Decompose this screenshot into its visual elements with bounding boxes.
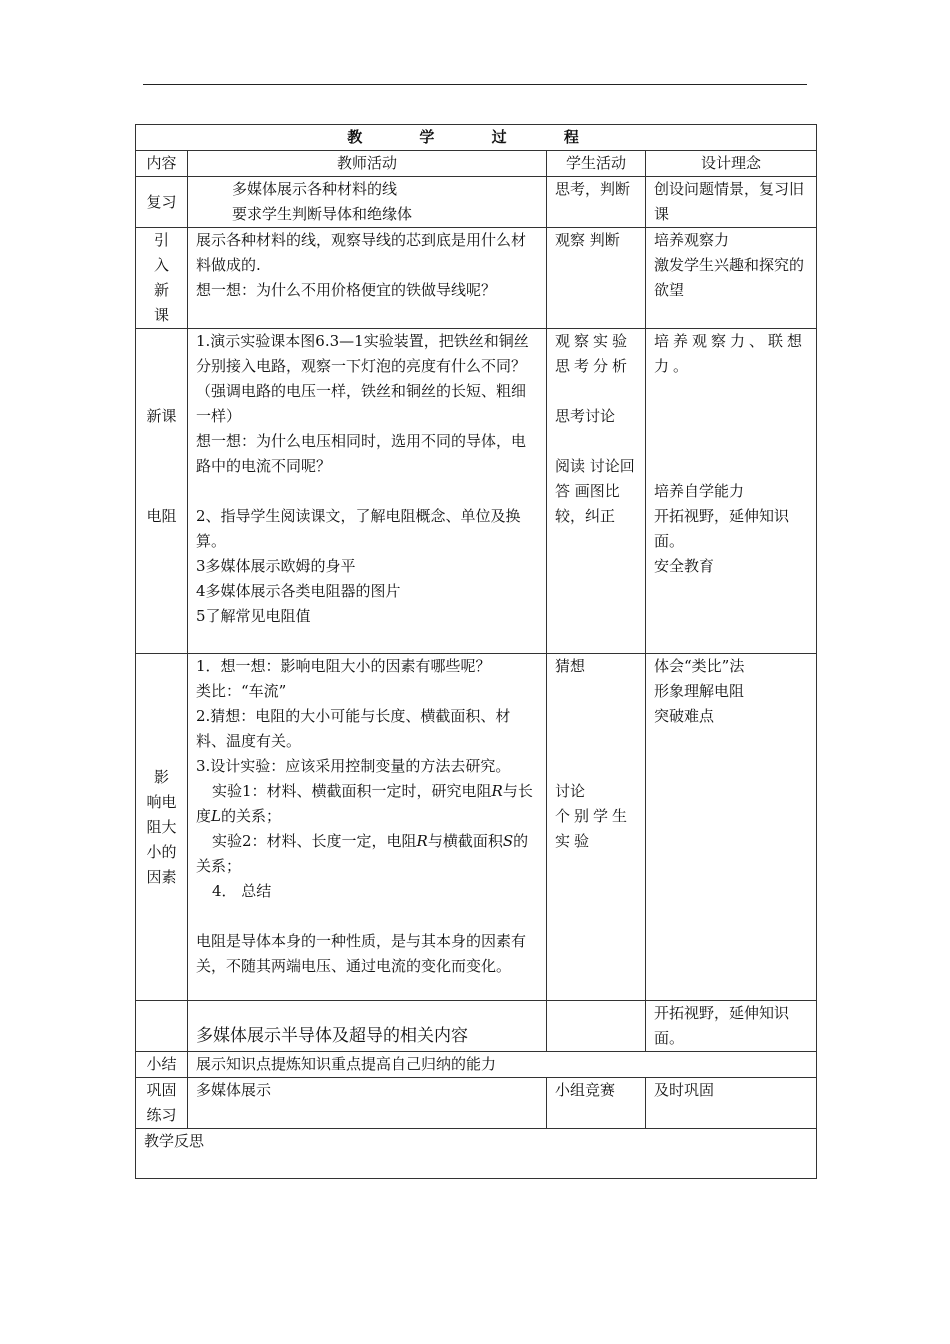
label-part: 影 bbox=[153, 767, 169, 786]
variable-l: L bbox=[211, 807, 221, 825]
row-label-practice bbox=[136, 1078, 188, 1129]
teacher-step: 3多媒体展示欧姆的身平 bbox=[196, 557, 356, 575]
design-concept: 形象理解电阻 bbox=[654, 682, 745, 700]
teacher-step: 3.设计实验：应该采用控制变量的方法去研究。 bbox=[196, 757, 511, 775]
table-title-row bbox=[136, 125, 817, 151]
teacher-step: 4多媒体展示各类电阻器的图片 bbox=[196, 582, 401, 600]
factors-design-cell bbox=[646, 654, 817, 1001]
header-student-activity: 学生活动 bbox=[547, 151, 646, 177]
teacher-summary: 电阻是导体本身的一种性质，是与其本身的因素有关，不随其两端电压、通过电流的变化而变化。 bbox=[196, 932, 527, 975]
new-lesson-teacher-cell bbox=[188, 329, 547, 654]
label-part: 小的 bbox=[146, 842, 177, 861]
intro-student-cell: 观察 判断 bbox=[547, 228, 646, 329]
design-concept: 安全教育 bbox=[654, 557, 715, 575]
design-concept: 突破难点 bbox=[654, 707, 715, 725]
semiconductor-teacher-cell bbox=[188, 1001, 547, 1052]
label-char: 入 bbox=[153, 256, 169, 274]
header-design-concept: 设计理念 bbox=[646, 151, 817, 177]
table-row-intro bbox=[136, 228, 817, 329]
table-header-row bbox=[136, 151, 817, 177]
row-label-empty bbox=[136, 1001, 188, 1052]
label-part: 巩固 bbox=[146, 1081, 177, 1099]
table-row-new-lesson bbox=[136, 329, 817, 654]
variable-s: S bbox=[502, 832, 514, 850]
review-teacher-line: 要求学生判断导体和绝缘体 bbox=[232, 205, 413, 223]
intro-teacher-line: 展示各种材料的线，观察导线的芯到底是用什么材料做成的. bbox=[196, 231, 527, 274]
table-row-practice bbox=[136, 1078, 817, 1129]
semiconductor-text: 多媒体展示半导体及超导的相关内容 bbox=[196, 1026, 468, 1046]
label-new-lesson: 新课 bbox=[146, 407, 177, 425]
teacher-step: 4． 总结 bbox=[212, 882, 272, 900]
label-resistance: 电阻 bbox=[146, 507, 177, 525]
text-span: 与横截面积 bbox=[427, 832, 503, 850]
intro-design-cell bbox=[646, 228, 817, 329]
new-lesson-design-cell bbox=[646, 329, 817, 654]
student-activity: 阅读 讨论回答 画图比较，纠正 bbox=[555, 457, 635, 525]
variable-r: R bbox=[491, 782, 503, 800]
teacher-step: 5了解常见电阻值 bbox=[196, 607, 311, 625]
review-teacher-cell bbox=[188, 177, 547, 228]
teaching-process-table bbox=[135, 124, 817, 1179]
semiconductor-design-cell: 开拓视野，延伸知识面。 bbox=[646, 1001, 817, 1052]
summary-teacher-cell: 展示知识点提炼知识重点提高自己归纳的能力 bbox=[188, 1052, 817, 1078]
table-row-review bbox=[136, 177, 817, 228]
teacher-step: 2.猜想：电阻的大小可能与长度、横截面积、材料、温度有关。 bbox=[196, 707, 511, 750]
label-part: 阻大 bbox=[146, 817, 177, 836]
review-student-cell: 思考，判断 bbox=[547, 177, 646, 228]
student-activity: 思考讨论 bbox=[555, 407, 616, 425]
teacher-step: 1.演示实验课本图6.3—1实验装置，把铁丝和铜丝分别接入电路，观察一下灯泡的亮度有什么不同？（强调电路的电压一样，铁丝和铜丝的长短、粗细一样） bbox=[196, 332, 529, 425]
teacher-step: 想一想：为什么电压相同时，选用不同的导体，电路中的电流不同呢？ bbox=[196, 432, 527, 475]
label-char: 新 bbox=[153, 281, 169, 299]
student-activity: 观察实验思考分析 bbox=[555, 332, 632, 375]
table-row-semiconductor bbox=[136, 1001, 817, 1052]
design-concept: 培养自学能力 bbox=[654, 482, 745, 500]
design-concept: 体会“类比”法 bbox=[654, 657, 745, 675]
reflection-cell: 教学反思 bbox=[136, 1129, 817, 1179]
row-label-new-lesson bbox=[136, 329, 188, 654]
text-span: 实验1：材料、横截面积一定时，研究电阻 bbox=[212, 782, 492, 800]
table-row-summary bbox=[136, 1052, 817, 1078]
variable-r: R bbox=[416, 832, 428, 850]
teacher-step: 2、指导学生阅读课文，了解电阻概念、单位及换算。 bbox=[196, 507, 521, 550]
table-row-reflection bbox=[136, 1129, 817, 1179]
factors-student-cell bbox=[547, 654, 646, 1001]
table-title: 教 学 过 程 bbox=[136, 125, 817, 151]
text-span: 的关系； bbox=[220, 807, 281, 825]
header-teacher-activity: 教师活动 bbox=[188, 151, 547, 177]
text-span: 的关系； bbox=[196, 832, 529, 875]
table-row-factors bbox=[136, 654, 817, 1001]
student-activity: 个别学生实验 bbox=[555, 807, 632, 850]
label-char: 引 bbox=[153, 231, 169, 249]
factors-teacher-cell bbox=[188, 654, 547, 1001]
header-content: 内容 bbox=[136, 151, 188, 177]
practice-teacher-cell: 多媒体展示 bbox=[188, 1078, 547, 1129]
row-label-intro bbox=[136, 228, 188, 329]
new-lesson-student-cell bbox=[547, 329, 646, 654]
intro-design-line: 激发学生兴趣和探究的欲望 bbox=[654, 256, 805, 299]
text-span: 与长度 bbox=[196, 782, 533, 825]
student-activity: 讨论 bbox=[555, 782, 586, 800]
teacher-step: 类比：“车流” bbox=[196, 682, 287, 700]
experiment-2 bbox=[196, 829, 538, 879]
review-design-cell: 创设问题情景，复习旧课 bbox=[646, 177, 817, 228]
experiment-1 bbox=[196, 779, 538, 829]
design-concept: 培养观察力、联想力。 bbox=[654, 332, 807, 375]
semiconductor-student-cell bbox=[547, 1001, 646, 1052]
review-teacher-line: 多媒体展示各种材料的线 bbox=[232, 180, 398, 198]
header-rule bbox=[143, 84, 807, 85]
text-span: 实验2：材料、长度一定，电阻 bbox=[212, 832, 417, 850]
label-part: 响电 bbox=[146, 792, 177, 811]
student-activity: 猜想 bbox=[555, 657, 586, 675]
row-label-factors bbox=[136, 654, 188, 1001]
row-label-summary: 小结 bbox=[136, 1052, 188, 1078]
intro-design-line: 培养观察力 bbox=[654, 231, 730, 249]
label-part: 因素 bbox=[146, 867, 177, 886]
practice-student-cell: 小组竞赛 bbox=[547, 1078, 646, 1129]
teacher-step: 1．想一想：影响电阻大小的因素有哪些呢？ bbox=[196, 657, 491, 675]
intro-teacher-cell bbox=[188, 228, 547, 329]
intro-teacher-line: 想一想：为什么不用价格便宜的铁做导线呢？ bbox=[196, 281, 497, 299]
practice-design-cell: 及时巩固 bbox=[646, 1078, 817, 1129]
label-part: 练习 bbox=[146, 1106, 177, 1124]
design-concept: 开拓视野，延伸知识面。 bbox=[654, 507, 790, 550]
label-char: 课 bbox=[153, 306, 169, 324]
row-label-review: 复习 bbox=[136, 177, 188, 228]
